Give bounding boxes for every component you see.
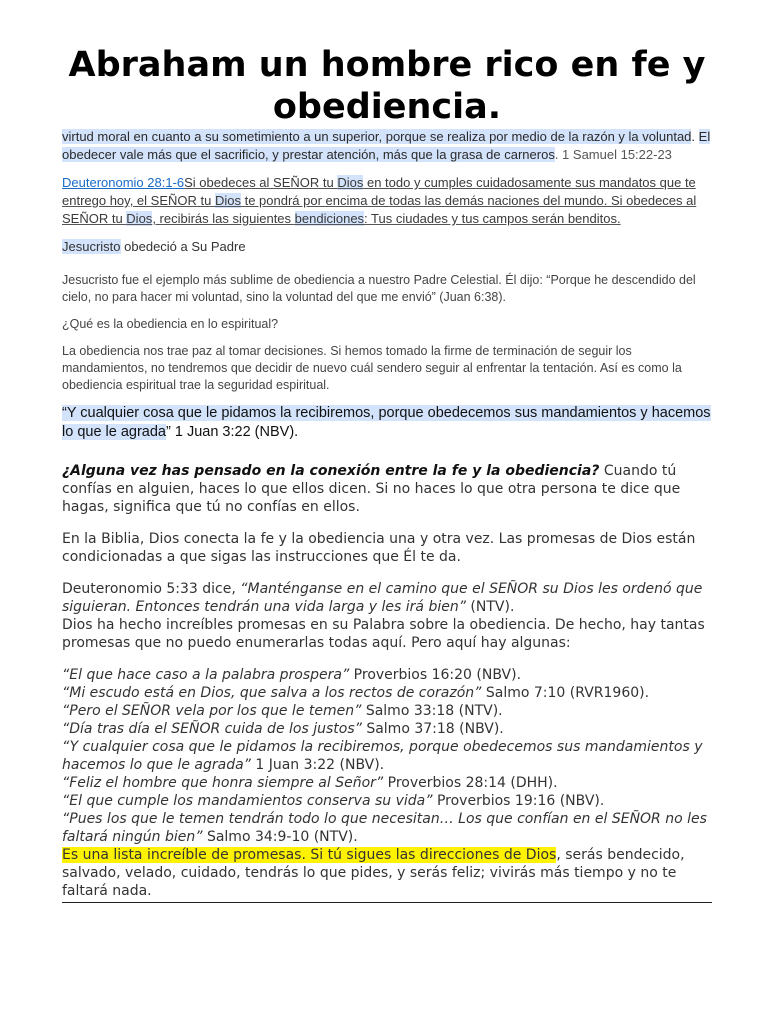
paragraph-john-quote: “Y cualquier cosa que le pidamos la recibiremos, porque obedecemos sus mandamientos y hacemos lo que le agrada” 1 Juan 3:22 (NBV).: [62, 405, 711, 440]
highlight-yellow-text: Es una lista increíble de promesas. Si tú sigues las direcciones de Dios: [62, 847, 557, 863]
list-item: “Mi escudo está en Dios, que salva a los rectos de corazón” Salmo 7:10 (RVR1960).: [62, 685, 650, 701]
highlight-word: Dios: [214, 193, 241, 208]
highlight-text: virtud moral en cuanto a su sometimiento a un superior, porque se realiza por medio de la razón y la voluntad: [62, 129, 692, 144]
highlight-word: Jesucristo: [62, 239, 121, 254]
paragraph-deuteronomy-5-33: Deuteronomio 5:33 dice, “Manténganse en el camino que el SEÑOR su Dios les ordenó que siguieran. Entonces tendrán una vida larga y les irá bien” (NTV). Dios ha hecho increíbles promesas en su Palabra sobre la obediencia. De hecho, hay tantas promesas que no puedo enumerarlas todas aquí. Pero aquí hay algunas:: [62, 581, 705, 651]
deuteronomy-link[interactable]: Deuteronomio 28:1-6: [62, 175, 185, 190]
paragraph-jesus-example: Jesucristo fue el ejemplo más sublime de obediencia a nuestro Padre Celestial. Él dijo: “Porque he descendido del cielo, no para hacer mi voluntad, sino la voluntad del que me envió” (Juan 6:38).: [62, 273, 696, 304]
promises-list: [62, 666, 712, 903]
list-item: “El que hace caso a la palabra prospera” Proverbios 16:20 (NBV).: [62, 667, 522, 683]
list-item: “Y cualquier cosa que le pidamos la recibiremos, porque obedecemos sus mandamientos y hacemos lo que le agrada” 1 Juan 3:22 (NBV).: [62, 739, 703, 773]
highlight-text: El obedecer vale más que el sacrificio, y prestar atención, más que la grasa de carneros: [62, 129, 711, 162]
list-item: “Pero el SEÑOR vela por los que le temen” Salmo 33:18 (NTV).: [62, 703, 503, 719]
page-title: Abraham un hombre rico en fe y obediencia.: [68, 45, 706, 127]
closing-paragraph: Es una lista increíble de promesas. Si tú sigues las direcciones de Dios, serás bendecido, salvado, velado, cuidado, tendrás lo que pides, y serás feliz; vivirás más tiempo y no te faltará nada.: [62, 847, 685, 899]
list-item: “Pues los que le temen tendrán todo lo que necesitan… Los que confían en el SEÑOR no les faltará ningún bien” Salmo 34:9-10 (NTV).: [62, 811, 707, 845]
paragraph-obedience-definition: virtud moral en cuanto a su sometimiento a un superior, porque se realiza por medio de la razón y la voluntad. El obedecer vale más que el sacrificio, y prestar atención, más que la grasa de carneros. 1 Samuel 15:22-23: [62, 129, 711, 162]
paragraph-deuteronomy-quote: Deuteronomio 28:1-6Si obedeces al SEÑOR tu Dios en todo y cumples cuidadosamente sus mandatos que te entrego hoy, el SEÑOR tu Dios te pondrá por encima de todas las demás naciones del mundo. Si obedeces al SEÑOR tu Dios, recibirás las siguientes bendiciones: Tus ciudades y tus campos serán benditos.: [62, 175, 697, 226]
highlight-word: Dios: [126, 211, 153, 226]
list-item: “Día tras día el SEÑOR cuida de los justos” Salmo 37:18 (NBV).: [62, 721, 504, 737]
highlight-word: Dios: [337, 175, 364, 190]
list-item: “Feliz el hombre que honra siempre al Señor” Proverbios 28:14 (DHH).: [62, 775, 558, 791]
heading-jesus-obeyed: Jesucristo obedeció a Su Padre: [62, 239, 246, 254]
paragraph-faith-obedience-connection: ¿Alguna vez has pensado en la conexión entre la fe y la obediencia? Cuando tú confías en alguien, haces lo que ellos dicen. Si no haces lo que otra persona te dice que hagas, significa que tú no confías en ellos.: [62, 463, 681, 515]
bold-italic-question: ¿Alguna vez has pensado en la conexión entre la fe y la obediencia?: [62, 463, 600, 479]
highlight-word: bendiciones: [294, 211, 365, 226]
paragraph-peace-decisions: La obediencia nos trae paz al tomar decisiones. Si hemos tomado la firme de terminación de seguir los mandamientos, no tendremos que decidir de nuevo cuál sendero seguir al enfrentar la tentación. Así es como la obediencia espiritual trae la seguridad espiritual.: [62, 344, 682, 392]
italic-quote: “Manténganse en el camino que el SEÑOR su Dios les ordenó que siguieran. Entonces tendrán una vida larga y les irá bien”: [62, 581, 703, 615]
paragraph-bible-connects: En la Biblia, Dios conecta la fe y la obediencia una y otra vez. Las promesas de Dios están condicionadas a que sigas las instrucciones que Él te da.: [62, 531, 696, 565]
question-spiritual-obedience: ¿Qué es la obediencia en lo espiritual?: [62, 317, 279, 331]
document-page: [62, 44, 712, 903]
list-item: “El que cumple los mandamientos conserva su vida” Proverbios 19:16 (NBV).: [62, 793, 605, 809]
highlight-text: “Y cualquier cosa que le pidamos la recibiremos, porque obedecemos sus mandamientos y hacemos lo que le agrada: [62, 405, 711, 440]
